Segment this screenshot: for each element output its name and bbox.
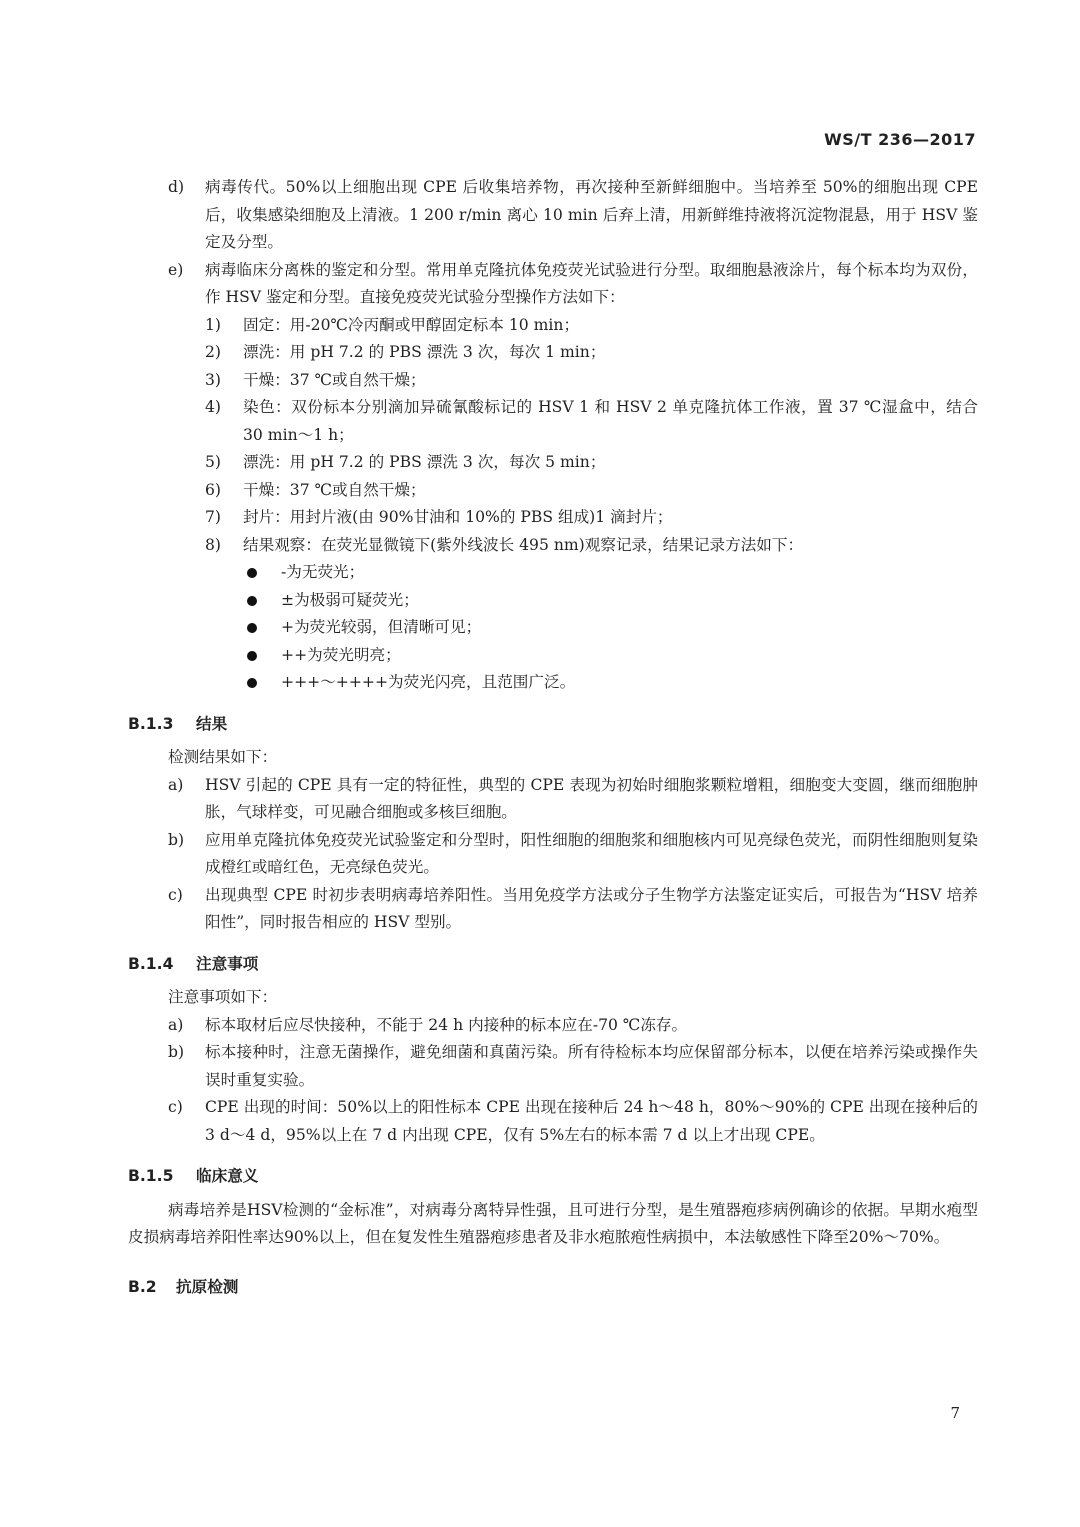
step-label: 5) [205, 453, 222, 471]
list-item-d [128, 174, 978, 257]
step-item-7 [128, 504, 978, 532]
bullet-dot-icon [247, 678, 257, 688]
section-title: 结果 [196, 714, 228, 733]
section-intro: 注意事项如下： [168, 988, 278, 1006]
bullet-dot-icon [247, 651, 257, 661]
item-label: c) [168, 1098, 183, 1116]
step-label: 3) [205, 370, 222, 389]
page-number: 7 [950, 1404, 960, 1422]
section-title: 临床意义 [196, 1167, 259, 1185]
bullet-item [128, 669, 978, 697]
section-paragraph: 病毒培养是HSV检测的“金标准”，对病毒分离特异性强，且可进行分型，是生殖器疱疹病例确诊的依据。早期水疱型皮损病毒培养阳性率达90%以上，但在复发性生殖器疱疹患者及非水疱脓疱性病损中，本法敏感性下降至20%～70%。 [128, 1200, 978, 1246]
item-text: 病毒传代。50%以上细胞出现 CPE 后收集培养物，再次接种至新鲜细胞中。当培养至 50%的细胞出现 CPE 后，收集感染细胞及上清液。1 200 r/min 离心 10 min 后弃上清，用新鲜维持液将沉淀物混悬，用于 HSV 鉴定及分型。 [205, 178, 978, 251]
step-item-5 [128, 449, 978, 477]
step-label: 7) [205, 508, 222, 526]
item-text: 标本接种时，注意无菌操作，避免细菌和真菌污染。所有待检标本均应保留部分标本，以便在培养污染或操作失误时重复实验。 [205, 1043, 978, 1089]
bullet-text: -为无荧光； [281, 563, 365, 581]
step-label: 1) [205, 315, 222, 334]
step-text: 结果观察：在荧光显微镜下(紫外线波长 495 nm)观察记录，结果记录方法如下： [243, 535, 804, 554]
item-text: CPE 出现的时间：50%以上的阳性标本 CPE 出现在接种后 24 h～48 h，80%～90%的 CPE 出现在接种后的 3 d～4 d，95%以上在 7 d 内出现 CPE，仅有 5%左右的标本需 7 d 以上才出现 CPE。 [205, 1098, 978, 1144]
item-text: 出现典型 CPE 时初步表明病毒培养阳性。当用免疫学方法或分子生物学方法鉴定证实后，可报告为“HSV 培养阳性”，同时报告相应的 HSV 型别。 [205, 885, 978, 931]
step-item-6 [128, 477, 978, 505]
list-item-a [128, 772, 978, 827]
list-item-a [128, 1012, 978, 1040]
section-title: 抗原检测 [176, 1277, 239, 1296]
section-number: B.1.4 [128, 954, 174, 973]
section-intro: 检测结果如下： [168, 748, 278, 766]
step-text: 漂洗：用 pH 7.2 的 PBS 漂洗 3 次，每次 5 min； [243, 453, 606, 471]
section-number: B.1.3 [128, 714, 174, 733]
step-text: 封片：用封片液(由 90%甘油和 10%的 PBS 组成)1 滴封片； [243, 508, 673, 526]
item-label: a) [168, 775, 184, 794]
bullet-text: ++为荧光明亮； [281, 645, 401, 664]
step-item-1 [128, 312, 978, 340]
step-item-2 [128, 339, 978, 367]
item-label: d) [168, 178, 185, 196]
step-label: 2) [205, 343, 222, 361]
item-text: HSV 引起的 CPE 具有一定的特征性，典型的 CPE 表现为初始时细胞浆颗粒增粗，细胞变大变圆，继而细胞肿胀，气球样变，可见融合细胞或多核巨细胞。 [205, 775, 978, 821]
item-label: b) [168, 830, 185, 849]
section-heading-b13 [128, 711, 978, 739]
step-label: 6) [205, 480, 222, 499]
step-item-3 [128, 367, 978, 395]
bullet-text: +++～++++为荧光闪亮，且范围广泛。 [281, 673, 576, 691]
bullet-text: +为荧光较弱，但清晰可见； [281, 618, 482, 636]
list-item-c [128, 1094, 978, 1149]
step-label: 8) [205, 535, 222, 554]
step-text: 干燥：37 ℃或自然干燥； [243, 370, 426, 389]
bullet-item [128, 642, 978, 670]
list-item-e [128, 257, 978, 312]
section-number: B.2 [128, 1277, 157, 1296]
item-label: c) [168, 885, 183, 904]
bullet-item [128, 559, 978, 587]
item-text: 应用单克隆抗体免疫荧光试验鉴定和分型时，阳性细胞的细胞浆和细胞核内可见亮绿色荧光，而阴性细胞则复染成橙红或暗红色，无亮绿色荧光。 [205, 830, 978, 876]
step-label: 4) [205, 398, 222, 416]
document-id: WS/T 236—2017 [824, 130, 976, 149]
step-text: 漂洗：用 pH 7.2 的 PBS 漂洗 3 次，每次 1 min； [243, 343, 606, 361]
list-item-b [128, 1039, 978, 1094]
step-text: 固定：用-20℃冷丙酮或甲醇固定标本 10 min； [243, 315, 580, 334]
list-item-b [128, 827, 978, 882]
document-body [128, 174, 978, 1307]
bullet-dot-icon [247, 568, 257, 578]
item-label: b) [168, 1043, 185, 1061]
step-text: 染色：双份标本分别滴加异硫氰酸标记的 HSV 1 和 HSV 2 单克隆抗体工作液，置 37 ℃湿盒中，结合 30 min～1 h； [243, 398, 978, 444]
item-text: 标本取材后应尽快接种，不能于 24 h 内接种的标本应在-70 ℃冻存。 [205, 1015, 688, 1034]
section-heading-b14 [128, 951, 978, 979]
bullet-item [128, 587, 978, 615]
bullet-dot-icon [247, 596, 257, 606]
item-label: a) [168, 1015, 184, 1034]
section-title: 注意事项 [196, 954, 259, 973]
step-item-4 [128, 394, 978, 449]
item-label: e) [168, 260, 184, 279]
section-number: B.1.5 [128, 1167, 174, 1185]
section-heading-b15 [128, 1163, 978, 1191]
item-text: 病毒临床分离株的鉴定和分型。常用单克隆抗体免疫荧光试验进行分型。取细胞悬液涂片，每个标本均为双份，作 HSV 鉴定和分型。直接免疫荧光试验分型操作方法如下： [205, 260, 978, 306]
step-item-8 [128, 532, 978, 560]
section-heading-b2 [128, 1274, 978, 1302]
step-text: 干燥：37 ℃或自然干燥； [243, 480, 426, 499]
list-item-c [128, 882, 978, 937]
bullet-text: ±为极弱可疑荧光； [281, 590, 419, 609]
bullet-item [128, 614, 978, 642]
bullet-dot-icon [247, 623, 257, 633]
